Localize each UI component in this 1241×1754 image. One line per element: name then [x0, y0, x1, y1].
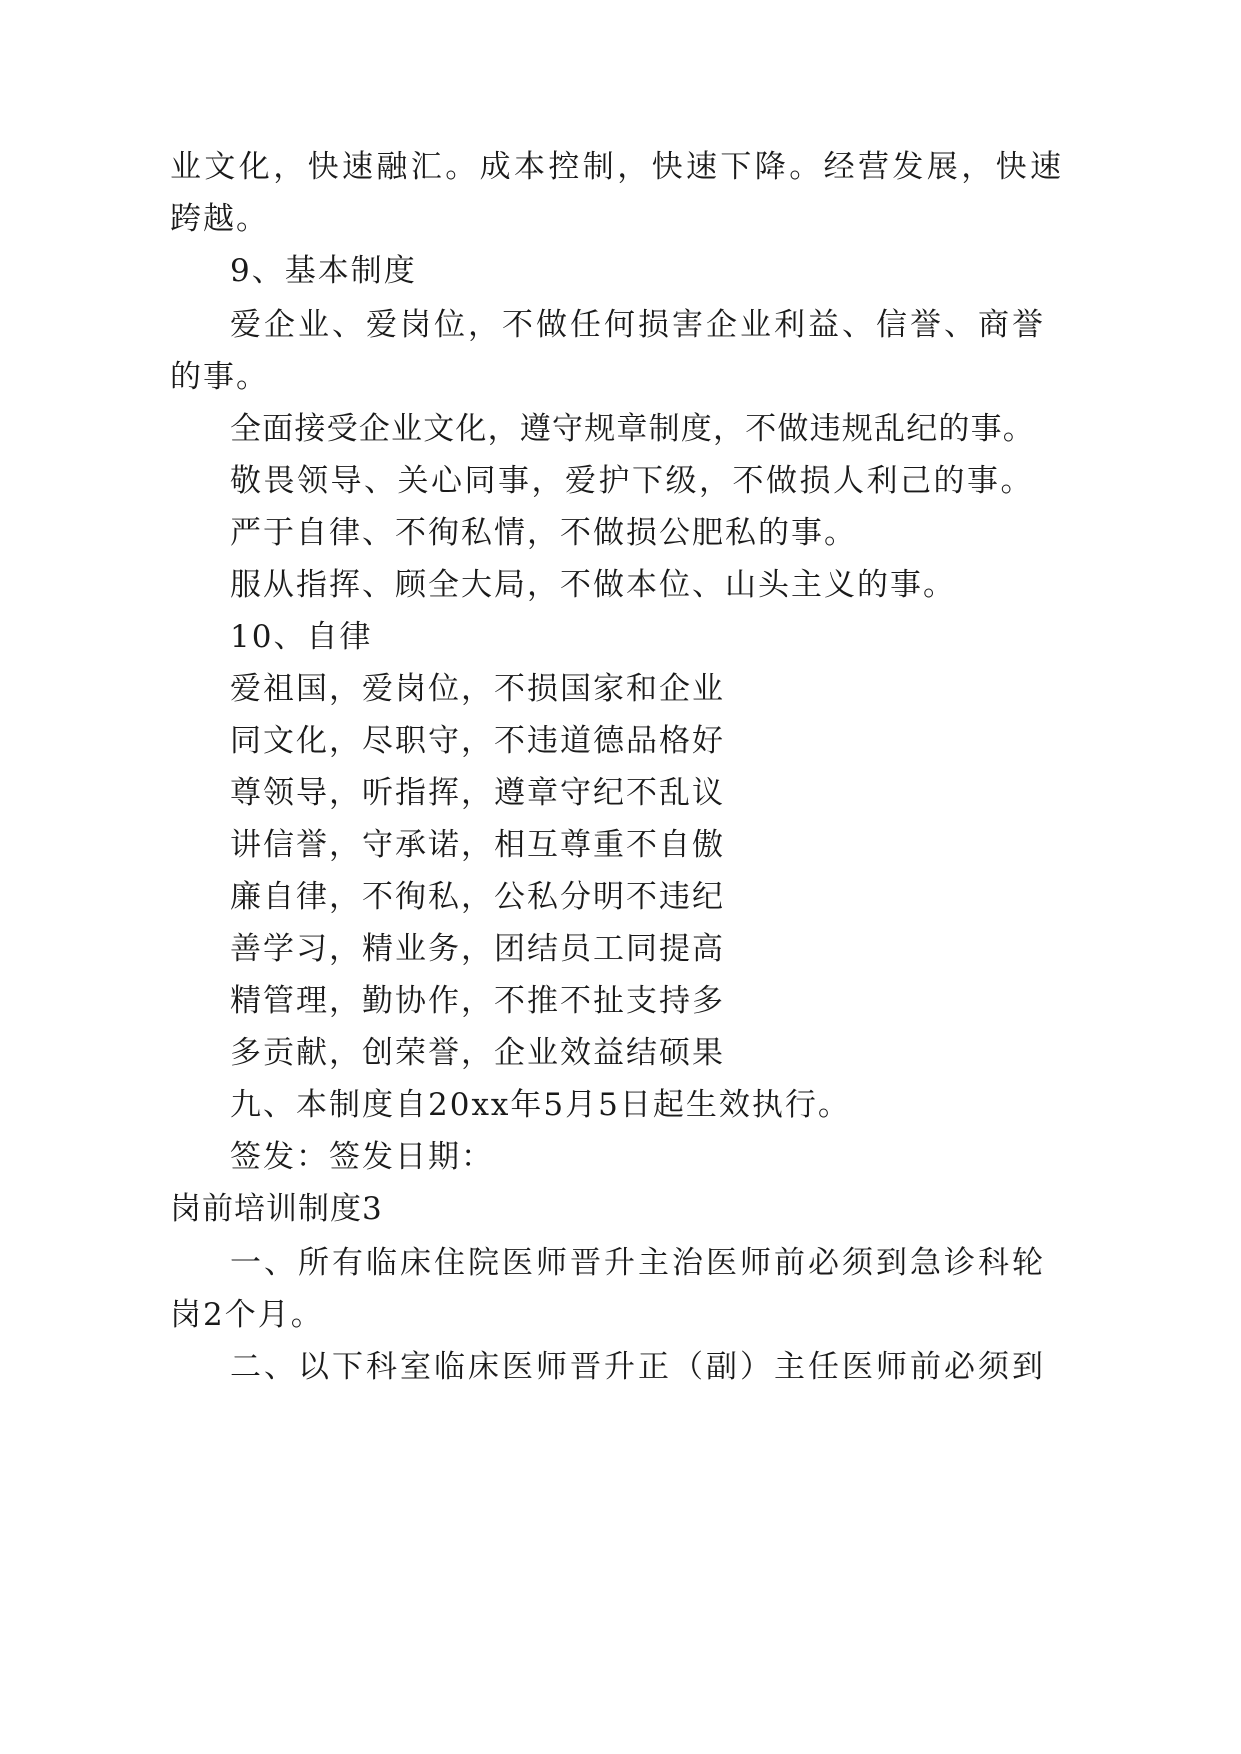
- document-title: 岗前培训制度3: [170, 1191, 383, 1227]
- verse-line: 尊领导，听指挥，遵章守纪不乱议: [230, 775, 725, 811]
- verse-line: 精管理，勤协作，不推不扯支持多: [230, 983, 725, 1019]
- effective-date-line: 九、本制度自20xx年5月5日起生效执行。: [230, 1087, 851, 1123]
- paragraph-line: 一、所有临床住院医师晋升主治医师前必须到急诊科轮: [230, 1245, 1046, 1281]
- paragraph-line: 敬畏领导、关心同事，爱护下级，不做损人利己的事。: [230, 463, 1034, 499]
- paragraph-line: 岗2个月。: [170, 1297, 324, 1333]
- paragraph-line: 二、以下科室临床医师晋升正（副）主任医师前必须到: [230, 1349, 1046, 1385]
- verse-line: 多贡献，创荣誉，企业效益结硕果: [230, 1035, 725, 1071]
- section-heading-9: 9、基本制度: [230, 253, 417, 289]
- verse-line: 廉自律，不徇私，公私分明不违纪: [230, 879, 725, 915]
- paragraph-line: 爱企业、爱岗位，不做任何损害企业利益、信誉、商誉: [230, 307, 1046, 343]
- paragraph-line: 服从指挥、顾全大局，不做本位、山头主义的事。: [230, 567, 956, 603]
- section-heading-10: 10、自律: [230, 619, 373, 655]
- verse-line: 同文化，尽职守，不违道德品格好: [230, 723, 725, 759]
- signature-line: 签发：签发日期：: [230, 1139, 494, 1175]
- paragraph-line: 的事。: [170, 359, 269, 395]
- paragraph-line: 全面接受企业文化，遵守规章制度，不做违规乱纪的事。: [230, 411, 1035, 447]
- paragraph-line: 业文化，快速融汇。成本控制，快速下降。经营发展，快速: [170, 149, 1065, 185]
- paragraph-line: 跨越。: [170, 201, 269, 237]
- paragraph-line: 严于自律、不徇私情，不做损公肥私的事。: [230, 515, 857, 551]
- verse-line: 讲信誉，守承诺，相互尊重不自傲: [230, 827, 725, 863]
- verse-line: 爱祖国，爱岗位，不损国家和企业: [230, 671, 725, 707]
- verse-line: 善学习，精业务，团结员工同提高: [230, 931, 725, 967]
